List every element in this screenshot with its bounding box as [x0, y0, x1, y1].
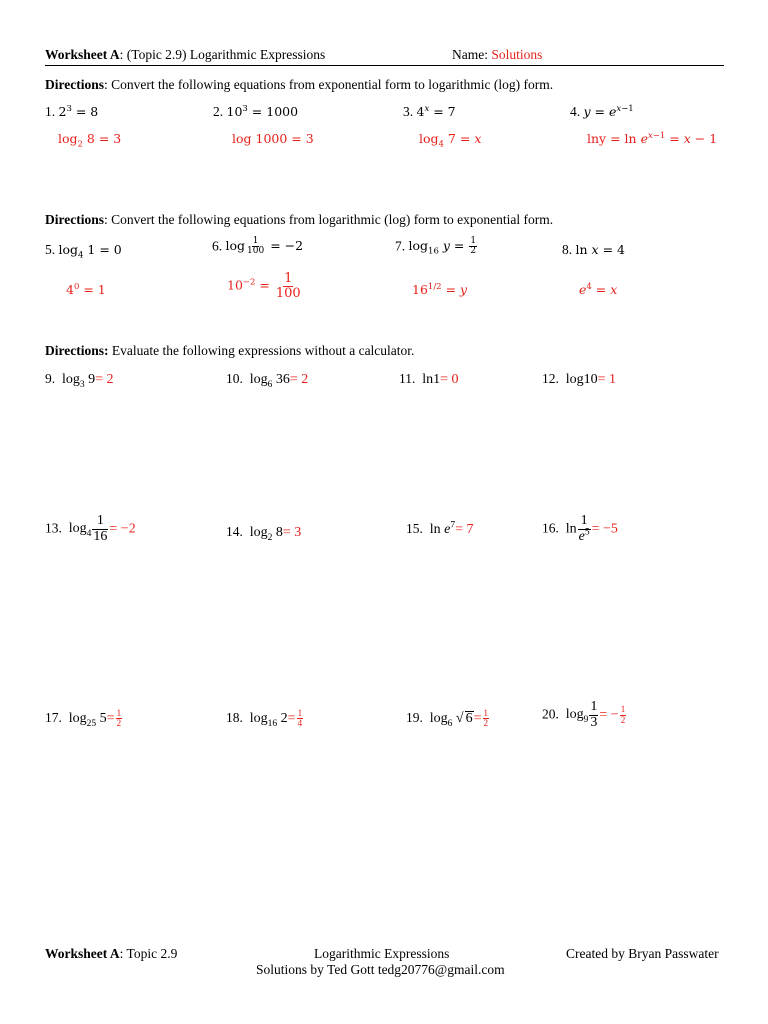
worksheet-title: [45, 48, 325, 62]
problem-number: 20.: [542, 706, 559, 722]
problem-7: 7. $\log_{16} y$ = $\frac{1}{2}$: [395, 236, 477, 257]
problem-6: 6. log $\frac{1}{100}$ = −2: [212, 236, 304, 257]
answer-13: = −2: [109, 521, 136, 537]
answer-14: = 3: [282, 525, 302, 540]
problem-14: 14. $\log_2 8= 3$: [226, 524, 302, 543]
problem-11: 11. ln1= 0: [399, 371, 459, 387]
directions-label: Directions: [45, 212, 104, 227]
directions-label: Directions: [45, 77, 104, 92]
problem-number: 3.: [403, 104, 414, 119]
problem-number: 9.: [45, 371, 56, 386]
problem-15: 15. $\ln e^7= 7$: [406, 520, 474, 537]
answer-20: = −: [599, 707, 619, 723]
footer-title: Logarithmic Expressions: [314, 946, 450, 961]
footer-worksheet-label: Worksheet A: [45, 946, 120, 961]
problem-number: 13.: [45, 520, 62, 536]
answer-16: = −5: [591, 521, 618, 537]
name-field: [452, 48, 542, 62]
problem-number: 12.: [542, 371, 559, 386]
problem-3: 3. $4^x = 7$: [403, 103, 456, 119]
directions-1: [45, 78, 553, 92]
problem-number: 4.: [570, 104, 581, 119]
problem-17: 17. $\log_{25} 5=$ $\frac{1}{2}$: [45, 708, 122, 729]
footer-left: [45, 947, 177, 961]
problem-number: 10.: [226, 371, 243, 386]
problem-number: 15.: [406, 521, 423, 536]
name-value: Solutions: [491, 47, 543, 62]
answer-12: = 1: [597, 372, 617, 387]
answer-1: $\log_2 8 = 3$: [58, 131, 122, 150]
problem-number: 6.: [212, 238, 223, 254]
topic-text: : (Topic 2.9) Logarithmic Expressions: [119, 47, 326, 62]
answer-3: $\log_4 7 = x$: [419, 131, 482, 150]
problem-13: 13. $\log_4$ $\frac{1}{16}$ = −2: [45, 513, 136, 544]
answer-15: = 7: [455, 522, 474, 537]
problem-number: 14.: [226, 524, 243, 539]
problem-number: 1.: [45, 104, 56, 119]
worksheet-label: Worksheet A: [45, 47, 120, 62]
directions-3: [45, 344, 414, 358]
answer-9: = 2: [95, 372, 114, 387]
problem-number: 8.: [562, 242, 573, 257]
problem-18: 18. $\log_{16} 2=$ $\frac{1}{4}$: [226, 708, 303, 729]
answer-7: $16^{1/2} = y$: [412, 281, 468, 297]
answer-10: = 2: [289, 372, 309, 387]
problem-number: 18.: [226, 710, 243, 726]
problem-number: 17.: [45, 710, 62, 726]
problem-number: 7.: [395, 238, 406, 254]
problem-2: 2. $10^3 = 1000$: [213, 103, 299, 119]
directions-text: Evaluate the following expressions without a calculator.: [108, 343, 415, 358]
problem-9: 9. $\log_3 9= 2$: [45, 371, 114, 390]
problem-number: 19.: [406, 710, 423, 726]
directions-2: [45, 213, 553, 227]
directions-label: Directions:: [45, 343, 109, 358]
footer-solutions-credit: Solutions by Ted Gott tedg20776@gmail.com: [256, 962, 505, 977]
answer-17: =: [106, 711, 115, 727]
answer-5: $4^0 = 1$: [66, 281, 106, 297]
footer-topic: : Topic 2.9: [119, 946, 178, 961]
problem-8: 8. ln x = 4: [562, 242, 625, 257]
problem-1: 1. $2^3 = 8$: [45, 103, 99, 119]
problem-20: 20. $\log_9$ $\frac{1}{3}$ = − $\frac{1}{2}$: [542, 699, 626, 730]
answer-6: $10^{-2}$ = $\frac{1}{100}$: [227, 271, 301, 301]
problem-number: 16.: [542, 520, 559, 536]
answer-18: =: [287, 711, 296, 727]
problem-number: 5.: [45, 242, 56, 257]
answer-11: = 0: [440, 372, 459, 387]
problem-16: 16. ln $\frac{1}{e^5}$ = −5: [542, 513, 618, 544]
answer-4: $\ln y = \ln e^{x-1} = x - 1$: [587, 130, 718, 146]
problem-12: 12. log10= 1: [542, 371, 617, 387]
name-label: Name:: [452, 47, 492, 62]
header-rule: [45, 65, 724, 66]
answer-19: =: [473, 711, 482, 727]
problem-5: 5. $\log_4 1 = 0$: [45, 242, 122, 261]
problem-4: 4. $y = e^{x-1}$: [570, 103, 634, 119]
problem-10: 10. $\log_6 36= 2$: [226, 371, 309, 390]
answer-8: $e^4 = x$: [579, 281, 618, 297]
problem-number: 2.: [213, 104, 224, 119]
directions-text: : Convert the following equations from logarithmic (log) form to exponential form.: [104, 212, 554, 227]
problem-19: 19. $\log_6$ √ 6= $\frac{1}{2}$: [406, 708, 488, 729]
answer-2: log 1000 = 3: [232, 131, 314, 146]
footer-credit: Created by Bryan Passwater: [566, 946, 719, 961]
problem-number: 11.: [399, 371, 416, 386]
directions-text: : Convert the following equations from exponential form to logarithmic (log) form.: [104, 77, 554, 92]
